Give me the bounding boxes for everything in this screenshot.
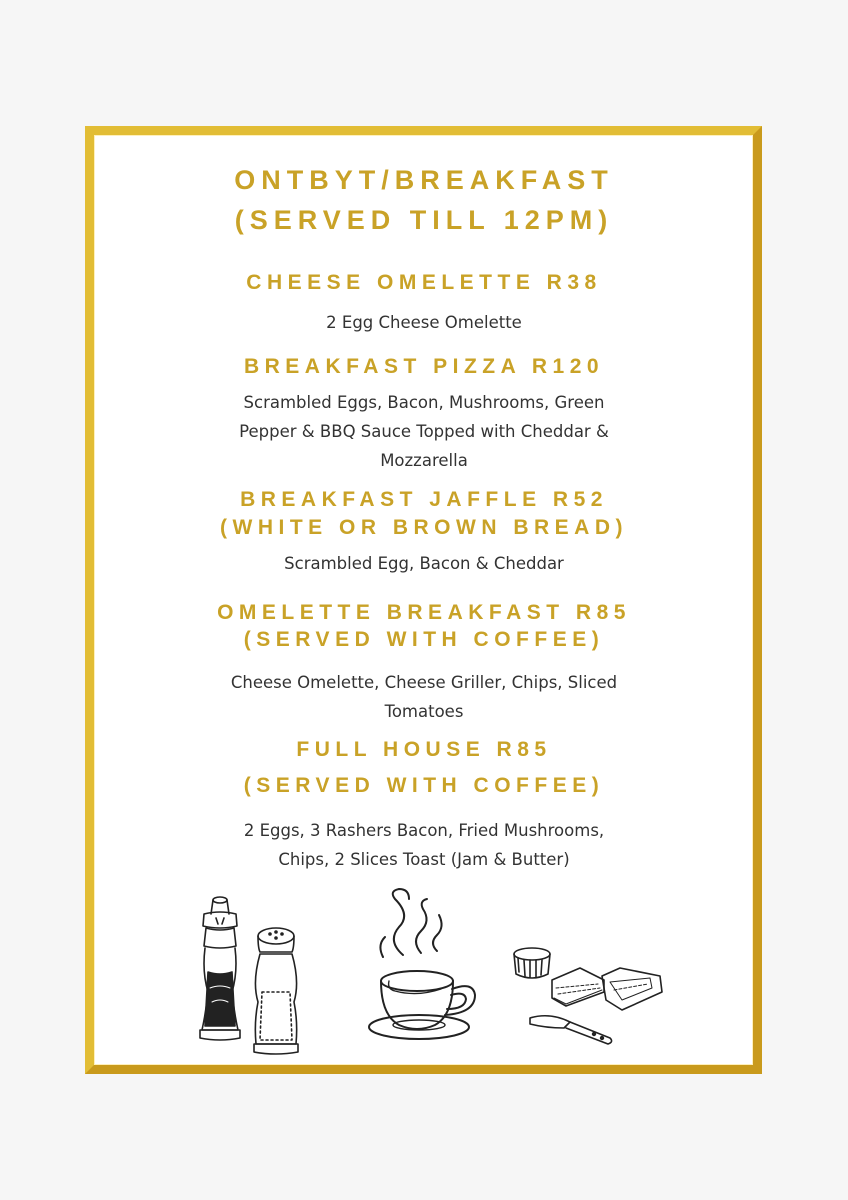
salt-and-pepper-grinder-icon: [192, 892, 310, 1060]
item-description: 2 Egg Cheese Omelette: [326, 313, 522, 332]
item-description: Cheese Omelette, Cheese Griller, Chips, Sliced: [230, 673, 618, 692]
item-heading-omelette-breakfast: OMELETTE BREAKFAST R85: [217, 601, 631, 624]
item-heading-cheese-omelette: CHEESE OMELETTE R38: [246, 271, 602, 294]
item-description: Scrambled Eggs, Bacon, Mushrooms, Green: [243, 393, 605, 412]
item-description: Tomatoes: [384, 702, 464, 721]
item-heading-breakfast-pizza: BREAKFAST PIZZA R120: [243, 355, 605, 378]
coffee-cup-icon: [365, 885, 480, 1045]
item-heading-bread-choice: (WHITE OR BROWN BREAD): [220, 516, 628, 539]
item-description: Pepper & BBQ Sauce Topped with Cheddar &: [239, 422, 609, 441]
item-heading-served-with-coffee: (SERVED WITH COFFEE): [243, 774, 605, 797]
item-description: 2 Eggs, 3 Rashers Bacon, Fried Mushrooms,: [243, 821, 605, 840]
item-heading-breakfast-jaffle: BREAKFAST JAFFLE R52: [240, 488, 608, 511]
toast-and-butter-icon: [510, 940, 670, 1050]
menu-subtitle: (SERVED TILL 12PM): [234, 205, 614, 235]
menu-title: ONTBYT/BREAKFAST: [234, 165, 614, 195]
item-heading-full-house: FULL HOUSE R85: [296, 738, 552, 761]
item-description: Chips, 2 Slices Toast (Jam & Butter): [278, 850, 570, 869]
item-heading-served-with-coffee: (SERVED WITH COFFEE): [243, 628, 605, 651]
item-description: Mozzarella: [380, 451, 468, 470]
item-description: Scrambled Egg, Bacon & Cheddar: [284, 554, 564, 573]
